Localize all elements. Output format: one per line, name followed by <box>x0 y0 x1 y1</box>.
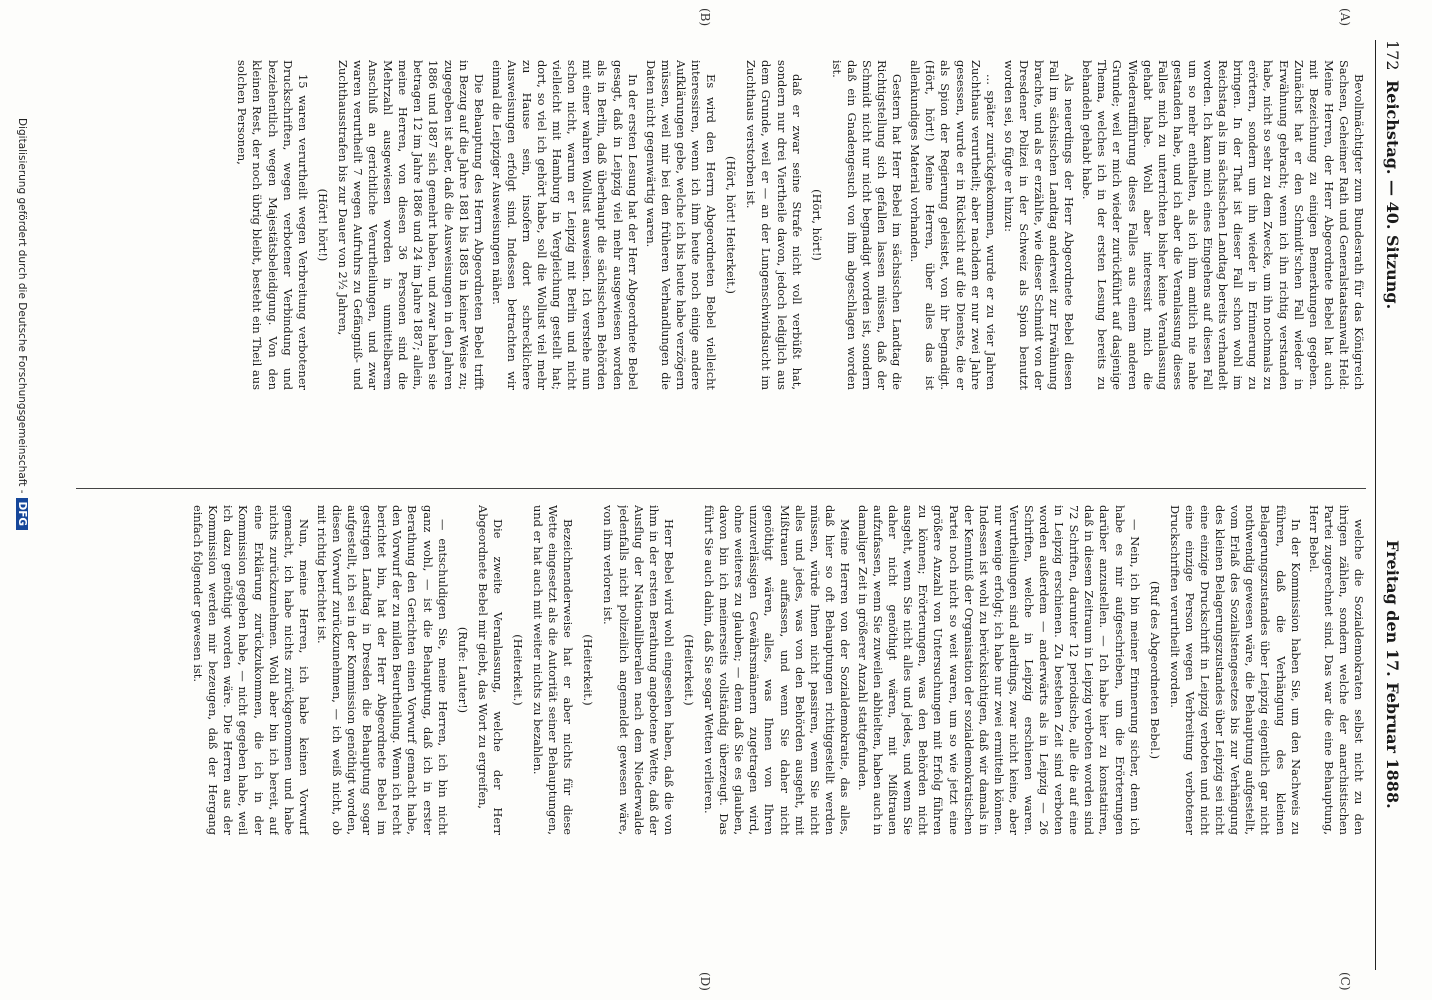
paragraph: (Heiterkeit.) <box>681 634 696 706</box>
paragraph: (Heiterkeit.) <box>511 634 526 706</box>
paragraph: Die zweite Veranlassung, welche der Herr Abgeordnete Bebel mir giebt, das Wort zu ergreifen, <box>475 505 505 835</box>
margin-mark-c: (C) <box>1338 972 1352 991</box>
credit-text: Digitalisierung gefördert durch die Deutsche Forschungsgemeinschaft - <box>16 118 28 494</box>
paragraph: Meine Herren von der Sozialdemokratie, das alles, daß hier so oft Behauptungen richtiggestellt werden müssen, würde Ihnen nicht passiren, wenn Sie nicht alles und jedes, was von den Behörden ausgeht, mit Mißtrauen auffassen, und wenn Sie daher nicht genöthigt wären, alles, was Ihnen von Ihren unzuverlässigen Gewährsmännern zugetragen wird, ohne weiteres zu glauben; — denn daß Sie es glauben, davon bin ich meinerseits vollständig überzeugt. Das führt Sie auch dahin, daß Sie sogar Wetten verlieren. <box>702 505 852 835</box>
paragraph: daß er zwar seine Strafe nicht voll verbüßt hat, sondern nur drei Viertheile davon, jedoch lediglich aus dem Grunde, weil er — an der Lungenschwindsucht im Zuchthaus verstorben ist. <box>744 60 804 390</box>
digitization-credit <box>16 118 28 530</box>
paragraph: Als neuerdings der Herr Abgeordnete Bebel diesen Fall im sächsischen Landtag anderweit zur Erwähnung brachte, und als er erzählte, wie dieser Schmidt von der Dresdener Polizei in der Schweiz als Spion benutzt worden sei, so fügte er hinzu: <box>1001 60 1077 390</box>
paragraph: (Hört, hört! Heiterkeit.) <box>724 156 739 294</box>
column-divider <box>76 488 1366 489</box>
paragraph: Bevollmächtigter zum Bundesrath für das Königreich Sachsen, Geheimer Rath und Generalstaatsanwalt Held: Meine Herren, der Herr Abgeordnete Bebel hat auch mit Bezeichnung zu einigen Bemerkungen gegeben. Zunächst hat er den Schmidt'schen Fall wieder in Erwähnung gebracht; wenn ich ihn richtig verstanden habe, nicht so sehr zu dem Zwecke, um ihn nochmals zu erörtern, sondern um ihn wieder in Erinnerung zu bringen. In der That ist dieser Fall schon wohl im Reichstag als im sächsischen Landtag bereits verhandelt worden. Ich kann mich eines Eingehens auf diesen Fall um so mehr enthalten, als ich ihm amtlich nie nahe gestanden habe, und ich aber die Veranlassung dieses Falles mich zu unterrichten bisher keine Veranlassung gehabt habe. Wohl aber interessirt mich die Wiederaufführung dieses Falles aus einem anderen Grunde; weil er mich wieder zurückführt auf dasjenige Thema, welches ich in der ersten Lesung bereits zu behandeln gehabt habe. <box>1080 60 1366 390</box>
paragraph: Herr Bebel wird wohl eingesehen haben, daß die von ihm in der ersten Berathung angebotene Wette, daß der Ausflug der Nationalliberalen nach dem Niederwalde jedenfalls nicht polizeilich angemeldet gewesen wäre, von ihm verloren ist. <box>601 505 676 835</box>
margin-mark-a: (A) <box>1338 8 1352 27</box>
paragraph: (Heiterkeit.) <box>581 634 596 706</box>
text-column-left <box>76 60 1366 390</box>
paragraph: In der Kommission haben Sie, um den Nachweis zu führen, daß die Verhängung des kleinen Belagerungszustandes über Leipzig eigentlich gar nicht nothwendig gewesen wäre, die Behauptung aufgestellt, vom Erlaß des Sozialistengesetzes bis zur Verhängung des kleinen Belagerungszustandes über Leipzig sei nicht eine einzige Druckschrift in Leipzig verboten und nicht eine einzige Person wegen Verbreitung verbotener Druckschriften verurtheilt worden. <box>1167 505 1303 835</box>
paragraph: Bezeichnenderweise hat er aber nichts für diese Wette eingesetzt als die Autorität seiner Behauptungen, und er hat auch mit weiter nichts zu bezahlen. <box>531 505 576 835</box>
header-date: Freitag den 17. Februar 1888. <box>1383 540 1402 809</box>
paragraph: ... später zurückgekommen, wurde er zu vier Jahren Zuchthaus verurtheilt; aber nachdem er nur zwei Jahre gesessen, wurde er in Rücksicht auf die Dienste, die er als Spion der Regierung geleistet, von ihr begnadigt. (Hört, hört!) Meine Herren, über alles das ist allenkundiges Material vorhanden. <box>908 60 998 390</box>
paragraph: In der ersten Lesung hat der Herr Abgeordnete Bebel gesagt, daß in Leipzig viel mehr ausgewiesen worden als in Berlin, daß überhaupt die sächsischen Behörden mit einer wahren Wollust ausweisen. Ich verstehe nun schon nicht, warum er Leipzig mit Berlin und nicht vielleicht mit Hamburg in Vergleichung gestellt hat; dort, so viel ich gehört habe, soll die Wollust viel mehr zu Hause sein, insofern dort schrecklichere Ausweisungen erfolgt sind. Indessen betrachten wir einmal die Leipziger Ausweisungen näher. <box>489 60 640 390</box>
page-number: 172 <box>1383 40 1402 71</box>
paragraph: 15 waren verurtheilt wegen Verbreitung verbotener Druckschriften, wegen verbotener Verbindung und beziehentlich wegen Majestätsbeleidigung. Von den kleinen Rest, der noch übrig bleibt, besteht ein Theil aus solchen Personen, <box>235 60 310 390</box>
paragraph: Die Behauptung des Herrn Abgeordneten Bebel trifft in Bezug auf die Jahre 1881 bis 1885 in keiner Weise zu; zugegeben ist aber, daß die Ausweisungen in den Jahren 1886 und 1887 sich gemehrt haben, und zwar haben sie betragen 12 im Jahre 1886 und 24 im Jahre 1887; allein, meine Herren, von diesen 36 Personen sind die Mehrzahl ausgewiesen worden in unmittelbarem Anschluß an gerichtliche Verurtheilungen, und zwar waren verurtheilt 7 wegen Aufruhrs zu Gefängniß- und Zuchthausstrafen bis zur Dauer von 2½ Jahren, <box>335 60 486 390</box>
paragraph: Nun, meine Herren, ich habe keinen Vorwurf gemacht, ich habe nichts zurückgenommen und habe nichts zurückzunehmen. Wohl aber bin ich bereit, auf eine Erklärung zurückzukommen, die ich in der Kommission gegeben habe, — nicht gegeben habe, weil ich dazu genöthigt worden wäre. Die Herren aus der Kommission werden mir bezeugen, daß der Hergang einfach folgender gewesen ist. <box>191 505 311 835</box>
margin-mark-d: (D) <box>698 972 712 991</box>
dfg-logo: DFG <box>16 498 28 531</box>
page-header <box>1375 40 1406 970</box>
paragraph: Es wird den Herrn Abgeordneten Bebel vielleicht interessiren, wenn ich ihm heute noch einige andere Aufklärungen gebe, welche ich bis heute habe verzögern müssen, weil mir bei den früheren Verhandlungen die Daten nicht gegenwärtig waren. <box>643 60 719 390</box>
paragraph: (Rufe: Lauter!) <box>455 626 470 714</box>
paragraph: (Hört! hört!) <box>315 188 330 262</box>
paragraph: — entschuldigen Sie, meine Herren, ich bin nicht ganz wohl, — ist die Behauptung, daß ich in erster Berathung den Gerichten einen Vorwurf gemacht habe, den Vorwurf der zu milden Beurtheilung. Wenn ich recht berichtet bin, hat der Herr Abgeordnete Bebel im gestrigen Landtag in Dresden die Behauptung sogar aufgestellt, ich sei in der Kommission genöthigt worden, diesen Vorwurf zurückzunehmen, — ich weiß nicht, ob mit richtig berichtet ist. <box>314 505 450 835</box>
paragraph: (Ruf des Abgeordneten Bebel.) <box>1147 580 1162 760</box>
margin-mark-b: (B) <box>698 8 712 27</box>
text-column-right <box>76 505 1366 835</box>
paragraph: (Hört, hört!) <box>809 189 824 261</box>
paragraph: — Nein, ich bin meiner Erinnerung sicher, denn ich habe es mir aufgeschrieben, um die Erörterungen darüber anzustellen. — Ich habe hier zu konstatiren, daß in diesem Zeitraum in Leipzig verboten worden sind 72 Schriften, darunter 12 periodische, alle die auf eine in Leipzig erschienen. Zu bestehen Zeit sind verboten worden außerdem — anderwärts als in Leipzig — 26 Schriften, welche in Leipzig erschienen waren. Verurtheilungen sind allerdings, zwar nicht keine, aber nur wenige erfolgt; ich habe nur zwei ermitteln können. Indessen ist wohl zu berücksichtigen, daß wir damals in der Kenntniß der Organisation der sozialdemokratischen Partei noch nicht so weit waren, um so wie jetzt eine größere Anzahl von Untersuchungen mit Erfolg führen zu können; Erörterungen, was den Behörden nicht ausgeht, wenn Sie nicht alles und jedes, und wenn Sie daher nicht genöthigt wären, mit Mißtrauen aufzufassen, wenn Sie zuweilen abhielten, haben auch in damaliger Zeit in größerer Anzahl stattgefunden. <box>856 505 1142 835</box>
header-session: Reichstag. — 40. Sitzung. <box>1383 80 1402 310</box>
paragraph: Gestern hat Herr Bebel im sächsischen Landtag die Richtigstellung sich gefallen lassen müssen, daß der Schmidt nicht nur nicht begnadigt worden ist, sondern daß ein Gnadengesuch von ihm abgeschlagen worden ist. <box>829 60 905 390</box>
paragraph: welche die Sozialdemokraten selbst nicht zu den ihrigen zählen, sondern welche der anarchistischen Partei zugerechnet sind. Das war die eine Behauptung, Herr Bebel. <box>1306 505 1366 835</box>
